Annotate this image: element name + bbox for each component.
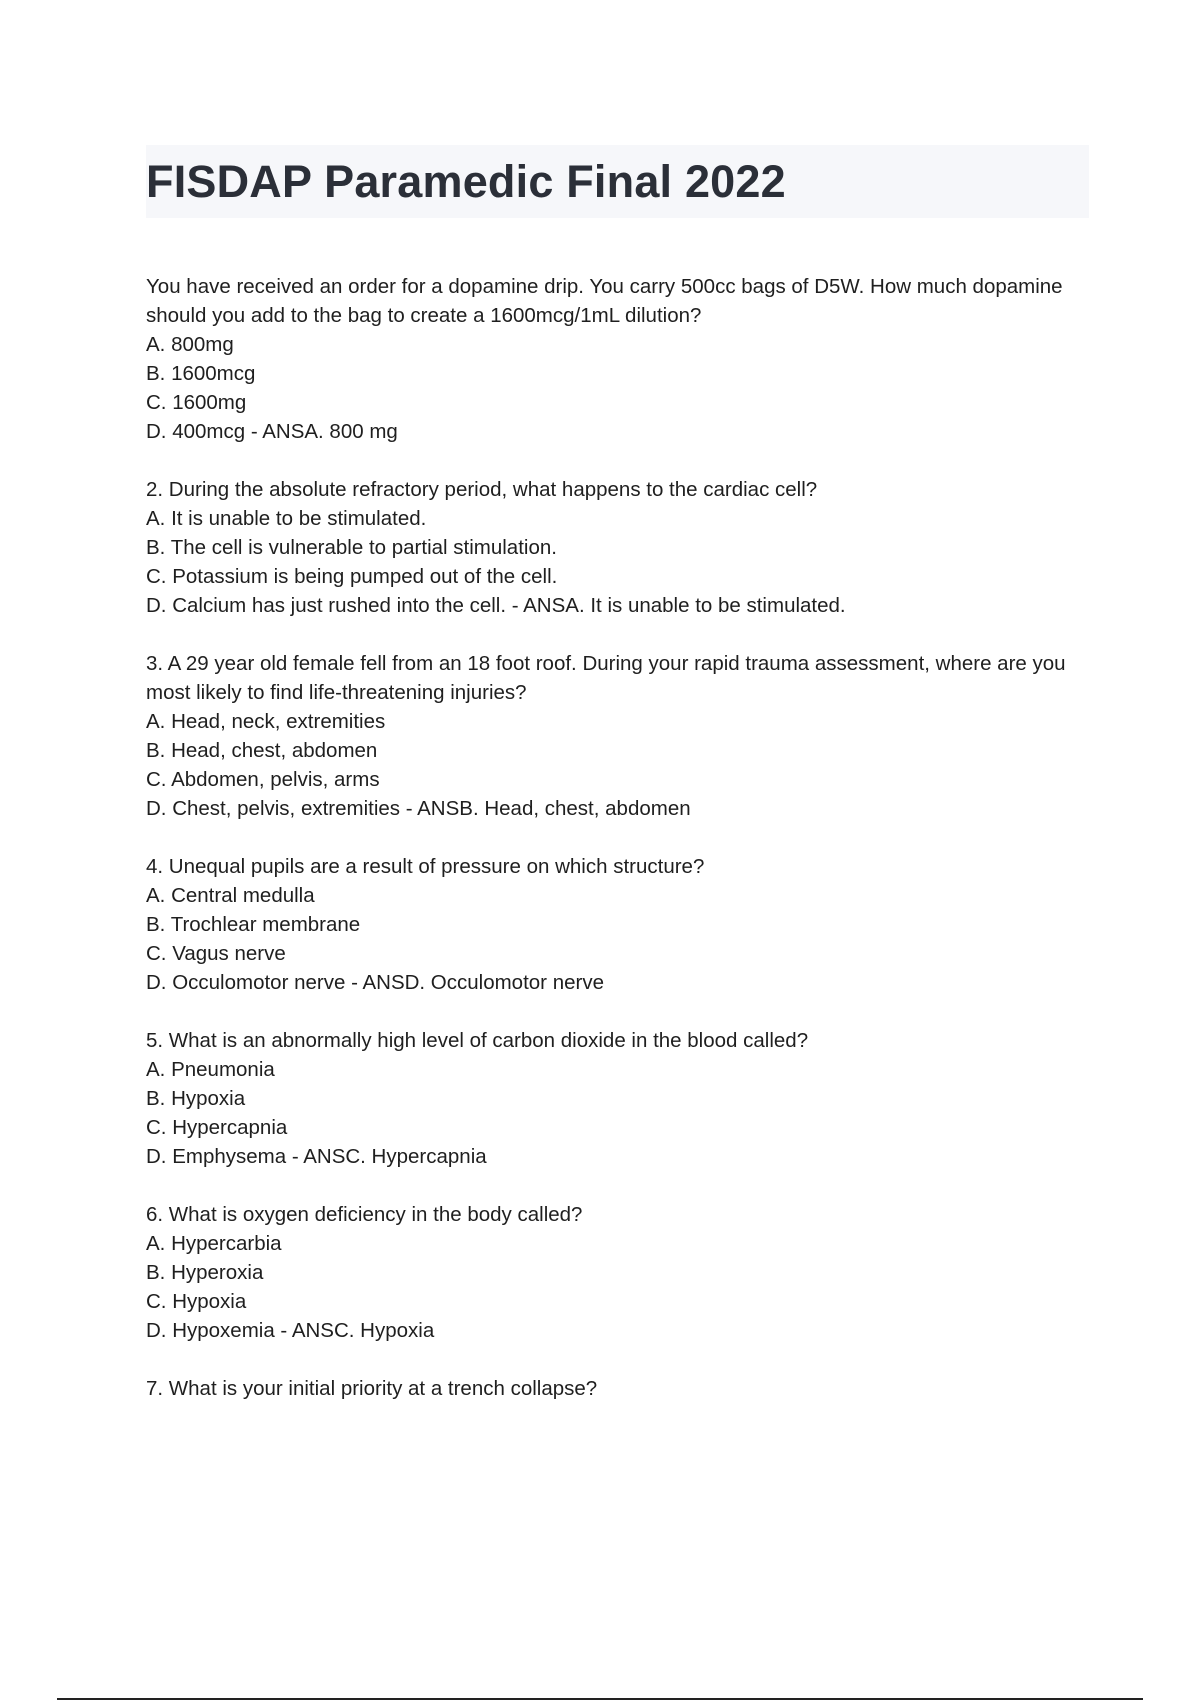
- question-text: 2. During the absolute refractory period, what happens to the cardiac cell?: [146, 478, 818, 501]
- answer-option: D. Chest, pelvis, extremities - ANSB. Head, chest, abdomen: [146, 797, 691, 820]
- question-text: You have received an order for a dopamine drip. You carry 500cc bags of D5W. How much dopamine should you add to the bag to create a 1600mcg/1mL dilution?: [146, 275, 1063, 327]
- question-text: 6. What is oxygen deficiency in the body called?: [146, 1203, 583, 1226]
- title-band: [146, 145, 1089, 218]
- answer-option: B. Hypoxia: [146, 1087, 246, 1110]
- answer-option: A. It is unable to be stimulated.: [146, 507, 427, 530]
- question-item: [146, 649, 1086, 823]
- answer-option: C. Vagus nerve: [146, 942, 286, 965]
- answer-option: C. Hypercapnia: [146, 1116, 288, 1139]
- question-text: 4. Unequal pupils are a result of pressure on which structure?: [146, 855, 705, 878]
- question-list: [146, 272, 1086, 1432]
- answer-option: C. Hypoxia: [146, 1290, 247, 1313]
- answer-option: A. Pneumonia: [146, 1058, 275, 1081]
- answer-option: D. Hypoxemia - ANSC. Hypoxia: [146, 1319, 435, 1342]
- answer-option: A. 800mg: [146, 333, 234, 356]
- answer-option: C. Potassium is being pumped out of the cell.: [146, 565, 558, 588]
- answer-option: D. 400mcg - ANSA. 800 mg: [146, 420, 398, 443]
- answer-option: A. Central medulla: [146, 884, 315, 907]
- question-item: [146, 475, 1086, 620]
- question-text: 7. What is your initial priority at a trench collapse?: [146, 1377, 598, 1400]
- page-title: FISDAP Paramedic Final 2022: [146, 156, 786, 207]
- answer-option: B. Trochlear membrane: [146, 913, 361, 936]
- answer-option: D. Calcium has just rushed into the cell. - ANSA. It is unable to be stimulated.: [146, 594, 846, 617]
- question-item: [146, 272, 1086, 446]
- answer-option: D. Emphysema - ANSC. Hypercapnia: [146, 1145, 487, 1168]
- answer-option: A. Hypercarbia: [146, 1232, 282, 1255]
- answer-option: C. Abdomen, pelvis, arms: [146, 768, 380, 791]
- answer-option: B. Hyperoxia: [146, 1261, 264, 1284]
- question-text: 5. What is an abnormally high level of carbon dioxide in the blood called?: [146, 1029, 809, 1052]
- question-text: 3. A 29 year old female fell from an 18 foot roof. During your rapid trauma assessment, where are you most likely to find life-threatening injuries?: [146, 652, 1066, 704]
- answer-option: B. 1600mcg: [146, 362, 256, 385]
- question-item: [146, 852, 1086, 997]
- question-item: [146, 1026, 1086, 1171]
- answer-option: B. The cell is vulnerable to partial stimulation.: [146, 536, 557, 559]
- question-item: [146, 1374, 1086, 1403]
- answer-option: A. Head, neck, extremities: [146, 710, 386, 733]
- answer-option: B. Head, chest, abdomen: [146, 739, 378, 762]
- question-item: [146, 1200, 1086, 1345]
- answer-option: D. Occulomotor nerve - ANSD. Occulomotor nerve: [146, 971, 604, 994]
- answer-option: C. 1600mg: [146, 391, 247, 414]
